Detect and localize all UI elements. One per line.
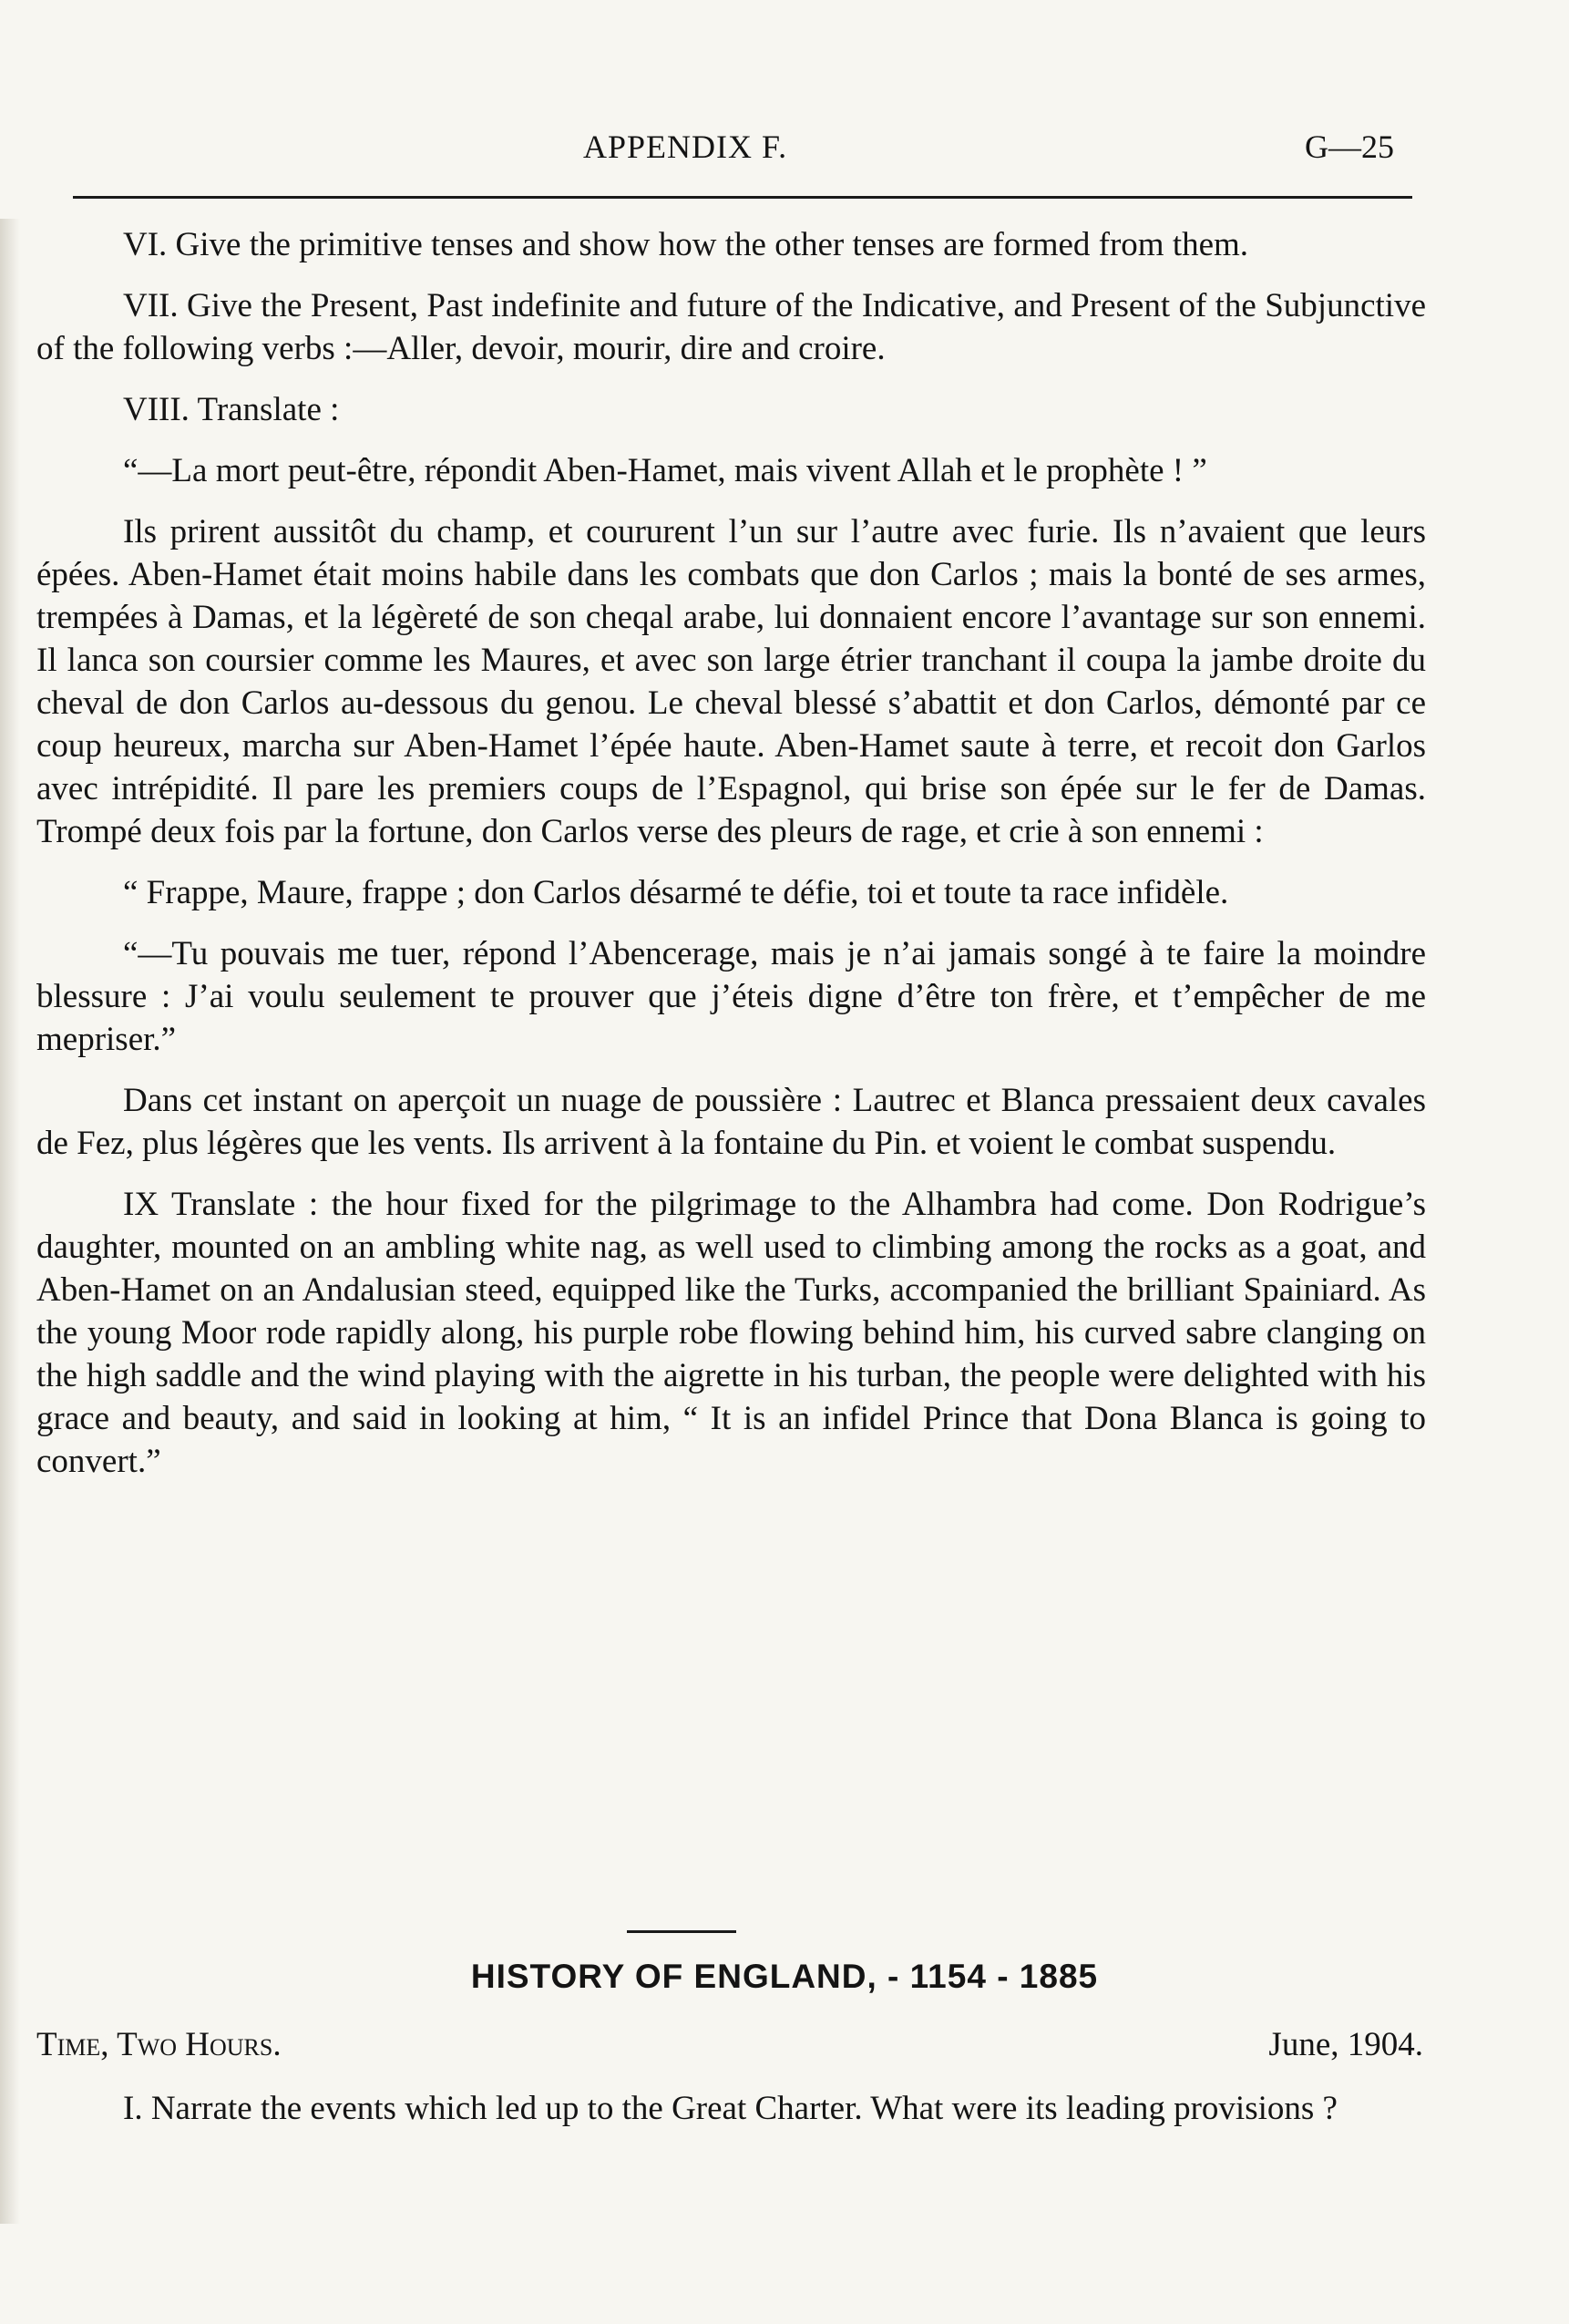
passage-paragraph-2: Dans cet instant on aperçoit un nuage de poussière : Lautrec et Blanca pressaient deux cavales de Fez, plus légères que les vents. Ils arrivent à la fontaine du Pin. et voient le combat suspendu. [36, 1082, 1426, 1162]
passage-paragraph-1: Ils prirent aussitôt du champ, et coururent l’un sur l’autre avec furie. Ils n’avaient que leurs épées. Aben-Hamet était moins habile dans les combats que don Carlos ; mais la bonté de ses armes, trempées à Damas, et la légèreté de son cheqal arabe, lui donnaient encore l’avantage sur son ennemi. Il lanca son coursier comme les Maures, et avec son large étrier tranchant il coupa la jambe droite du cheval de don Carlos au-dessous du genou. Le cheval blessé s’abattit et don Carlos, démonté par ce coup heureux, marcha sur Aben-Hamet l’épée haute. Aben-Hamet saute à terre, et recoit don Garlos avec intrépidité. Il pare les premiers coups de l’Espagnol, qui brise son épée sur le fer de Damas. Trompé deux fois par la fortune, don Carlos verse des pleurs de rage, et crie à son ennemi : [36, 513, 1426, 850]
question-viii: VIII. Translate : [123, 391, 340, 428]
scan-shadow [0, 219, 20, 2224]
question-vii: VII. Give the Present, Past indefinite and future of the Indicative, and Present of the Subjunctive of the following verbs :—Aller, devoir, mourir, dire and croire. [36, 287, 1426, 367]
question-vi: VI. Give the primitive tenses and show how the other tenses are formed from them. [123, 226, 1249, 263]
running-header: APPENDIX F. [583, 129, 788, 165]
passage-quote-1: “—La mort peut-être, répondit Aben-Hamet, mais vivent Allah et le prophète ! ” [123, 452, 1207, 489]
page-number: G—25 [1305, 129, 1394, 165]
passage-quote-3: “—Tu pouvais me tuer, répond l’Abencerage, mais je n’ai jamais songé à te faire la moindre blessure : J’ai voulu seulement te prouver que j’éteis digne d’être ton frère, et t’empêcher de me mepriser.” [36, 935, 1426, 1058]
exam-time: Time, Two Hours. [36, 2026, 282, 2063]
history-question-i: I. Narrate the events which led up to the Great Charter. What were its leading provisions ? [123, 2090, 1338, 2127]
section-rule [627, 1930, 736, 1933]
header-rule [73, 196, 1412, 199]
question-ix: IX Translate : the hour fixed for the pilgrimage to the Alhambra had come. Don Rodrigue’s daughter, mounted on an ambling white nag, as well used to climbing among the rocks as a goat, and Aben-Hamet on an Andalusian steed, equipped like the Turks, accompanied the brilliant Spainiard. As the young Moor rode rapidly along, his purple robe flowing behind him, his curved sabre clanging on the high saddle and the wind playing with the aigrette in his turban, the people were delighted with his grace and beauty, and said in looking at him, “ It is an infidel Prince that Dona Blanca is going to convert.” [36, 1186, 1426, 1480]
section-heading: HISTORY OF ENGLAND, - 1154 - 1885 [470, 1958, 1099, 1995]
body-text [36, 214, 1426, 1501]
exam-date: June, 1904. [1268, 2026, 1423, 2063]
passage-quote-2: “ Frappe, Maure, frappe ; don Carlos désarmé te défie, toi et toute ta race infidèle. [123, 874, 1229, 911]
history-questions [36, 2087, 1426, 2130]
